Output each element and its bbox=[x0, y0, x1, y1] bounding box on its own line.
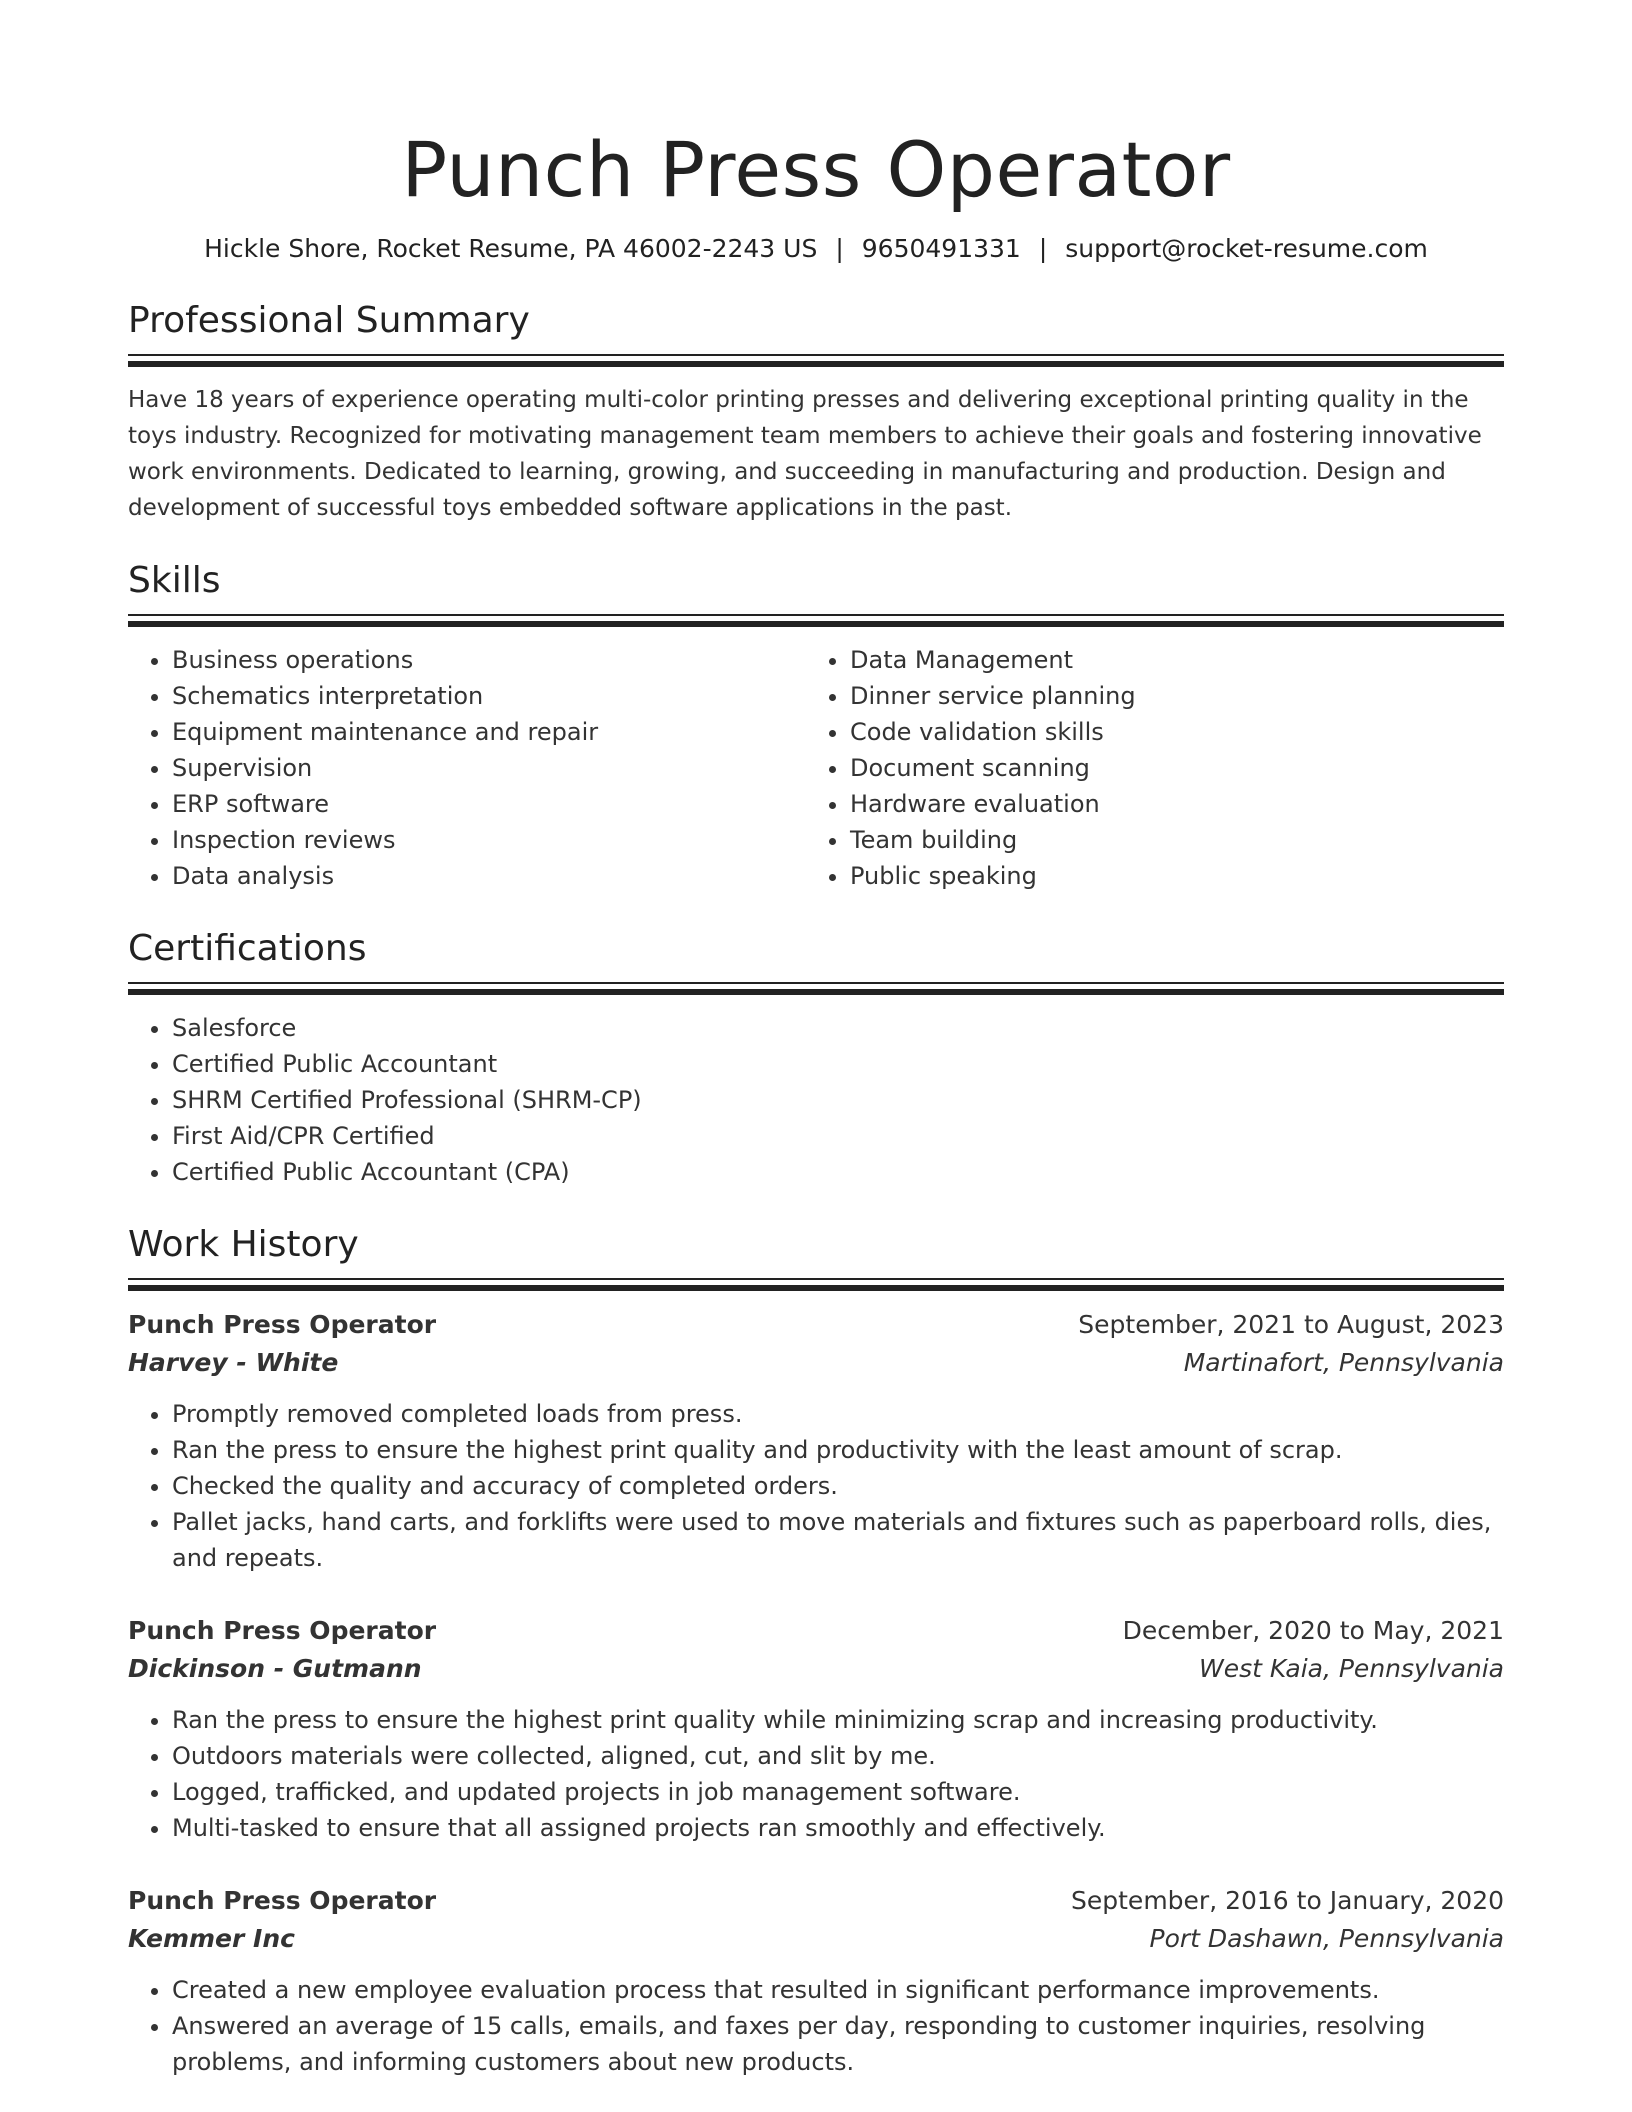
certification-item: • First Aid/CPR Certified bbox=[172, 1118, 1504, 1154]
resume-page bbox=[128, 0, 1504, 2080]
skill-item: • Inspection reviews bbox=[172, 822, 806, 858]
job-header-row bbox=[128, 1882, 1504, 1920]
skills-grid bbox=[128, 642, 1504, 894]
job-bullets bbox=[128, 1972, 1504, 2080]
skills-section bbox=[128, 558, 1504, 894]
job-location: Martinafort, Pennsylvania bbox=[1183, 1348, 1504, 1377]
job-header-row bbox=[128, 1306, 1504, 1344]
skill-item: • Schematics interpretation bbox=[172, 678, 806, 714]
certification-item: • Certified Public Accountant bbox=[172, 1046, 1504, 1082]
contact-email: support@rocket-resume.com bbox=[1065, 234, 1428, 263]
job-company: Kemmer Inc bbox=[128, 1924, 295, 1953]
job-location: Port Dashawn, Pennsylvania bbox=[1149, 1924, 1504, 1953]
job-bullets bbox=[128, 1702, 1504, 1846]
contact-separator: | bbox=[1038, 234, 1048, 263]
job-bullet: • Outdoors materials were collected, aligned, cut, and slit by me. bbox=[172, 1738, 1504, 1774]
job-company-row bbox=[128, 1920, 1504, 1958]
skill-item: • Hardware evaluation bbox=[850, 786, 1484, 822]
job-title: Punch Press Operator bbox=[128, 1886, 437, 1915]
job-entry bbox=[128, 1306, 1504, 1576]
skill-item: • Code validation skills bbox=[850, 714, 1484, 750]
skill-item: • Team building bbox=[850, 822, 1484, 858]
job-bullet: • Answered an average of 15 calls, emails, and faxes per day, responding to customer inquiries, resolving problems, and informing customers about new products. bbox=[172, 2008, 1504, 2080]
job-bullet: • Ran the press to ensure the highest print quality and productivity with the least amount of scrap. bbox=[172, 1432, 1504, 1468]
certifications-list bbox=[128, 1010, 1504, 1190]
job-dates: December, 2020 to May, 2021 bbox=[1122, 1616, 1504, 1645]
contact-phone: 9650491331 bbox=[861, 234, 1021, 263]
job-bullets bbox=[128, 1396, 1504, 1576]
job-entry bbox=[128, 1612, 1504, 1846]
certification-item: • Salesforce bbox=[172, 1010, 1504, 1046]
summary-section bbox=[128, 298, 1504, 526]
certifications-section bbox=[128, 926, 1504, 1190]
contact-line bbox=[128, 232, 1504, 266]
job-bullet: • Created a new employee evaluation process that resulted in significant performance improvements. bbox=[172, 1972, 1504, 2008]
job-bullet: • Pallet jacks, hand carts, and forklifts were used to move materials and fixtures such as paperboard rolls, dies, and repeats. bbox=[172, 1504, 1504, 1576]
summary-text: Have 18 years of experience operating multi-color printing presses and delivering exceptional printing quality in the toys industry. Recognized for motivating management team members to achieve their goals and fostering innovative work environments. Dedicated to learning, growing, and succeeding in manufacturing and production. Design and development of successful toys embedded software applications in the past. bbox=[128, 387, 1482, 521]
skill-item: • Equipment maintenance and repair bbox=[172, 714, 806, 750]
job-title: Punch Press Operator bbox=[128, 1310, 437, 1339]
work-history-section bbox=[128, 1222, 1504, 2080]
skill-item: • Data analysis bbox=[172, 858, 806, 894]
job-company: Dickinson - Gutmann bbox=[128, 1654, 422, 1683]
section-divider bbox=[128, 354, 1504, 368]
skill-item: • Data Management bbox=[850, 642, 1484, 678]
contact-separator: | bbox=[835, 234, 844, 263]
skill-item: • Public speaking bbox=[850, 858, 1484, 894]
section-title-certifications: Certifications bbox=[128, 928, 367, 969]
job-dates: September, 2021 to August, 2023 bbox=[1078, 1310, 1504, 1339]
certification-item: • SHRM Certified Professional (SHRM-CP) bbox=[172, 1082, 1504, 1118]
job-bullet: • Promptly removed completed loads from press. bbox=[172, 1396, 1504, 1432]
certification-item: • Certified Public Accountant (CPA) bbox=[172, 1154, 1504, 1190]
resume-name: Punch Press Operator bbox=[401, 125, 1231, 214]
section-divider bbox=[128, 1278, 1504, 1292]
job-dates: September, 2016 to January, 2020 bbox=[1071, 1886, 1504, 1915]
section-title-summary: Professional Summary bbox=[128, 300, 530, 341]
skill-item: • Dinner service planning bbox=[850, 678, 1484, 714]
section-divider bbox=[128, 982, 1504, 996]
job-entry bbox=[128, 1882, 1504, 2080]
skill-item: • Business operations bbox=[172, 642, 806, 678]
section-title-work-history: Work History bbox=[128, 1224, 359, 1265]
job-bullet: • Logged, trafficked, and updated projects in job management software. bbox=[172, 1774, 1504, 1810]
job-company: Harvey - White bbox=[128, 1348, 339, 1377]
skills-list-right bbox=[806, 642, 1484, 894]
section-title-skills: Skills bbox=[128, 560, 221, 601]
skill-item: • ERP software bbox=[172, 786, 806, 822]
skills-list-left bbox=[128, 642, 806, 894]
job-bullet: • Multi-tasked to ensure that all assigned projects ran smoothly and effectively. bbox=[172, 1810, 1504, 1846]
skill-item: • Document scanning bbox=[850, 750, 1484, 786]
job-location: West Kaia, Pennsylvania bbox=[1199, 1654, 1504, 1683]
job-bullet: • Ran the press to ensure the highest print quality while minimizing scrap and increasing productivity. bbox=[172, 1702, 1504, 1738]
job-header-row bbox=[128, 1612, 1504, 1650]
job-bullet: • Checked the quality and accuracy of completed orders. bbox=[172, 1468, 1504, 1504]
skill-item: • Supervision bbox=[172, 750, 806, 786]
contact-address: Hickle Shore, Rocket Resume, PA 46002-2243 US bbox=[204, 234, 818, 263]
job-company-row bbox=[128, 1650, 1504, 1688]
job-title: Punch Press Operator bbox=[128, 1616, 437, 1645]
job-company-row bbox=[128, 1344, 1504, 1382]
section-divider bbox=[128, 614, 1504, 628]
